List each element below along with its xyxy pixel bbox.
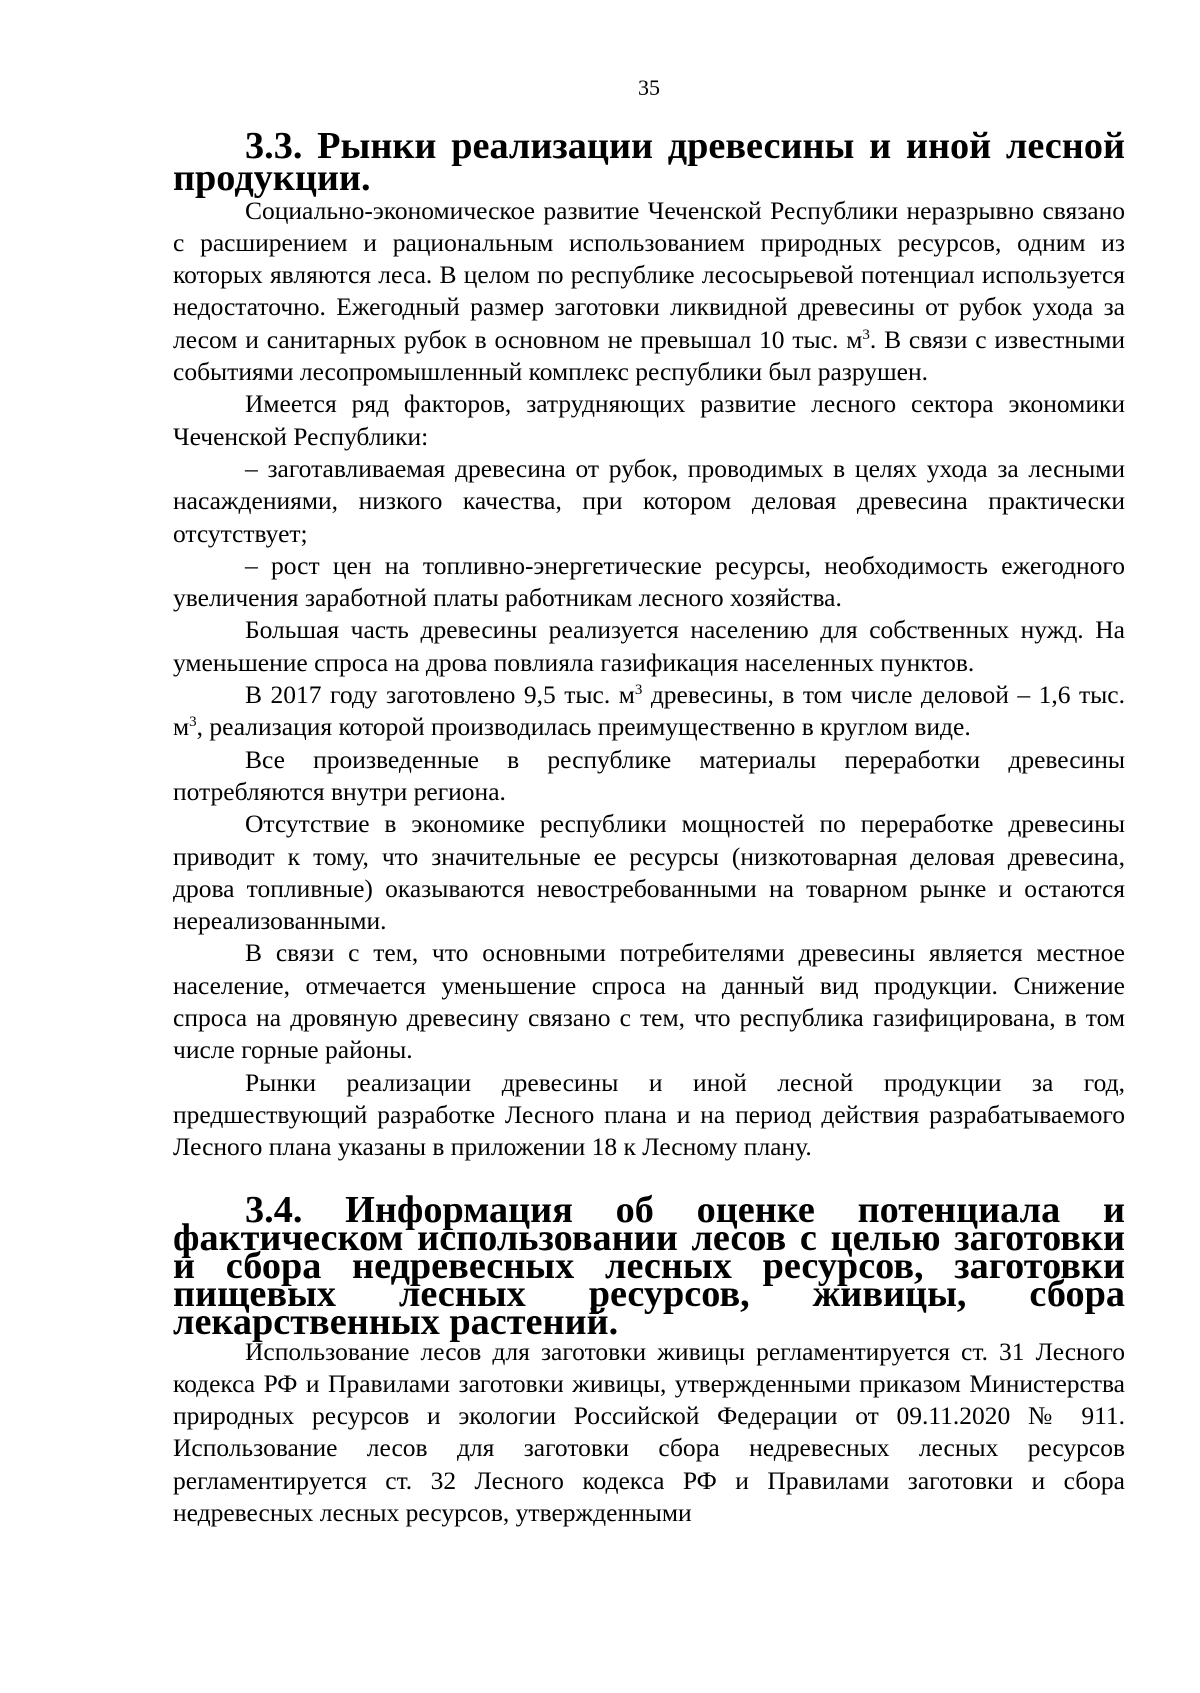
paragraph: Рынки реализации древесины и иной лесной продукции за год, предшествующий разработке Лесного плана и на период действия разрабатываемого Лесного плана указаны в приложении 18 к Лесному плану. [173, 1067, 1125, 1162]
superscript: 3 [634, 682, 643, 699]
paragraph-text: . В связи с известными событиями лесопромышленный комплекс республики был разрушен. [173, 324, 1125, 387]
paragraph-text: В 2017 году заготовлено 9,5 тыс. м [245, 680, 635, 710]
section-3-3-heading: 3.3. Рынки реализации древесины и иной лесной продукции. [173, 125, 1125, 200]
list-item: – рост цен на топливно-энергетические ресурсы, необходимость ежегодного увеличения заработной платы работникам лесного хозяйства. [173, 550, 1125, 613]
paragraph: Все произведенные в республике материалы переработки древесины потребляются внутри региона. [173, 744, 1125, 806]
paragraph [173, 195, 1125, 389]
page-number: 35 [638, 75, 660, 100]
page-content [173, 125, 1125, 1529]
paragraph: Имеется ряд факторов, затрудняющих развитие лесного сектора экономики Чеченской Республики: [173, 389, 1125, 451]
paragraph-text: Социально-экономическое развитие Чеченской Республики неразрывно связано с расширением и рациональным использованием природных ресурсов, одним из которых являются леса. В целом по республике лесосырьевой потенциал используется недостаточно. Ежегодный размер заготовки ликвидной древесины от рубок ухода за лесом и санитарных рубок в основном не превышал 10 тыс. м [173, 195, 1125, 354]
list-item: – заготавливаемая древесина от рубок, проводимых в целях ухода за лесными насаждениями, низкого качества, при котором деловая древесина практически отсутствует; [173, 453, 1125, 548]
paragraph: Большая часть древесины реализуется населению для собственных нужд. На уменьшение спроса на дрова повлияла газификация населенных пунктов. [173, 615, 1125, 677]
paragraph: В связи с тем, что основными потребителями древесины является местное население, отмечается уменьшение спроса на данный вид продукции. Снижение спроса на дровяную древесину связано с тем, что республика газифицирована, в том числе горные районы. [173, 938, 1125, 1065]
paragraph-text: , реализация которой производилась преимущественно в круглом виде. [196, 712, 971, 742]
section-3-4-heading: 3.4. Информация об оценке потенциала и фактическом использовании лесов с целью заготовки и сбора недревесных лесных ресурсов, заготовки пищевых лесных ресурсов, живицы, сбора лекарственных растений. [173, 1188, 1125, 1343]
paragraph: Отсутствие в экономике республики мощностей по переработке древесины приводит к тому, что значительные ее ресурсы (низкотоварная деловая древесина, дрова топливные) оказываются невостребованными на товарном рынке и остаются нереализованными. [173, 809, 1125, 936]
paragraph-text: древесины, в том числе деловой – 1,6 тыс. м [173, 680, 1125, 742]
paragraph [173, 679, 1125, 744]
superscript: 3 [862, 326, 870, 343]
superscript: 3 [189, 714, 197, 731]
paragraph: Использование лесов для заготовки живицы регламентируется ст. 31 Лесного кодекса РФ и Правилами заготовки живицы, утвержденными приказом Министерства природных ресурсов и экологии Российской Федерации от 09.11.2020 № 911. Использование лесов для заготовки сбора недревесных лесных ресурсов регламентируется ст. 32 Лесного кодекса РФ и Правилами заготовки и сбора недревесных лесных ресурсов, утвержденными [173, 1336, 1125, 1527]
